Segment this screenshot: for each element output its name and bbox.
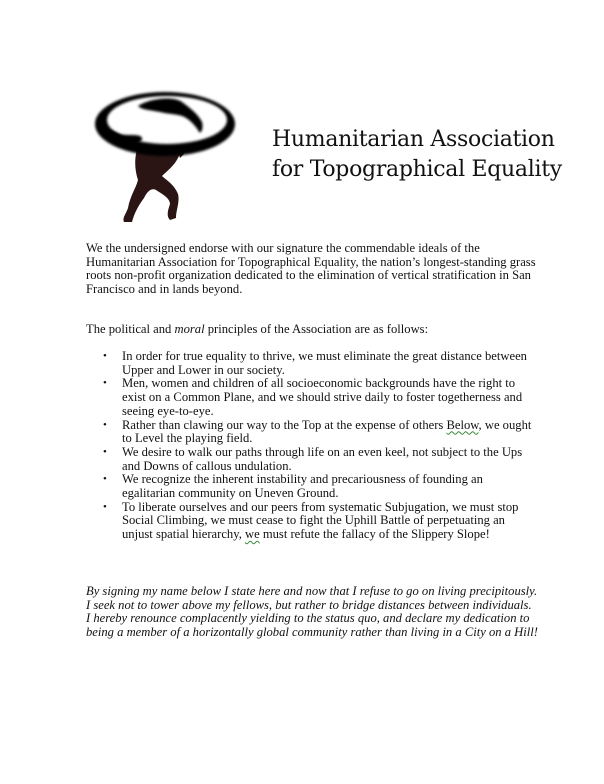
intro-line: Francisco and in lands beyond. (86, 281, 243, 296)
spellcheck-flagged-word[interactable]: we (245, 527, 260, 542)
bullet-icon: • (103, 500, 107, 513)
principle-line: egalitarian community on Uneven Ground. (122, 486, 339, 501)
principle-line: In order for true equality to thrive, we must eliminate the great distance between (122, 349, 527, 363)
principles-intro (86, 322, 428, 336)
intro-line: We the undersigned endorse with our signature the commendable ideals of the (86, 241, 480, 255)
principle-item (86, 473, 546, 500)
pledge-line: I seek not to tower above my fellows, but rather to bridge distances between individuals. (86, 597, 532, 612)
principle-item (86, 501, 546, 542)
principle-item (86, 350, 546, 377)
principle-item (86, 419, 546, 446)
principle-line: seeing eye-to-eye. (122, 403, 214, 418)
principle-text: , we ought (478, 417, 532, 432)
principles-intro-before: The political and (86, 322, 175, 336)
principle-text: Rather than clawing our way to the Top at the expense of others (122, 417, 447, 432)
principle-item (86, 446, 546, 473)
spellcheck-flagged-word[interactable]: Below (446, 417, 479, 432)
intro-line: Humanitarian Association for Topographical Equality, the nation’s longest-standing grass (86, 254, 536, 269)
atlas-holding-globe-icon (90, 84, 240, 226)
pledge-line: By signing my name below I state here and now that I refuse to go on living precipitously. (86, 584, 538, 598)
principle-line: to Level the playing field. (122, 431, 253, 446)
globe (95, 92, 235, 156)
intro-line: roots non-profit organization dedicated to the elimination of vertical stratification in San (86, 268, 531, 283)
principle-line: exist on a Common Plane, and we should strive daily to foster togetherness and (122, 390, 523, 405)
principle-line: To liberate ourselves and our peers from systematic Subjugation, we must stop (122, 499, 519, 514)
principle-line (122, 419, 546, 433)
principle-line: We recognize the inherent instability and precariousness of founding an (122, 472, 483, 487)
principle-line: We desire to walk our paths through life on an even keel, not subject to the Ups (122, 444, 523, 459)
intro-paragraph (86, 242, 546, 296)
pledge-line: being a member of a horizontally global community rather than living in a City on a Hill! (86, 625, 538, 640)
principle-item (86, 377, 546, 418)
bullet-icon: • (103, 445, 107, 458)
bullet-icon: • (103, 418, 107, 431)
organization-title (272, 125, 562, 185)
pledge-paragraph (86, 585, 556, 640)
principle-line: Upper and Lower in our society. (122, 362, 285, 377)
title-line: for Topographical Equality (272, 157, 562, 182)
principle-text: unjust spatial hierarchy, (122, 527, 245, 542)
pledge-line: I hereby renounce complacently yielding to the status quo, and declare my dedication to (86, 611, 530, 626)
bullet-icon: • (103, 377, 107, 390)
principle-line: Men, women and children of all socioeconomic backgrounds have the right to (122, 376, 516, 391)
principles-intro-after: principles of the Association are as follows: (204, 322, 429, 336)
principles-list (86, 350, 546, 542)
principle-text: must refute the fallacy of the Slippery Slope! (259, 527, 490, 542)
principles-intro-emphasis: moral (174, 322, 205, 336)
principle-line: Social Climbing, we must cease to fight the Uphill Battle of perpetuating an (122, 513, 505, 528)
bullet-icon: • (103, 350, 107, 362)
principle-line (122, 528, 546, 542)
title-line: Humanitarian Association (272, 127, 555, 152)
principle-line: and Downs of callous undulation. (122, 458, 292, 473)
bullet-icon: • (103, 473, 107, 486)
